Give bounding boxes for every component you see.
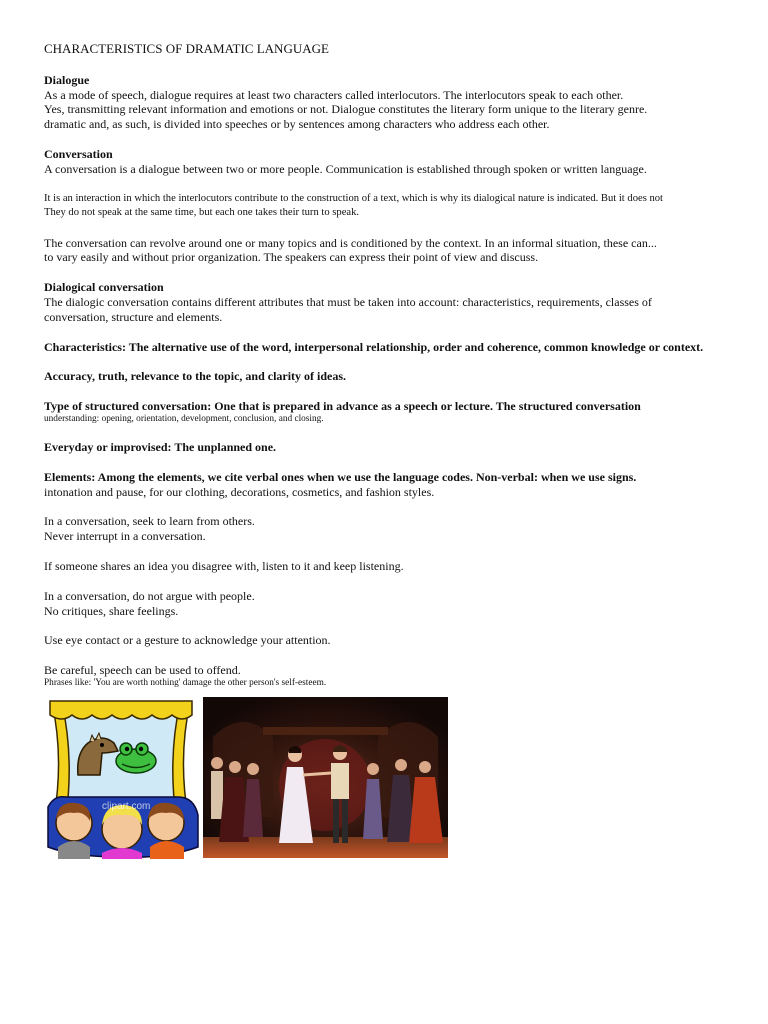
conversation-line: A conversation is a dialogue between two or more people. Communication is established through spoken or written language. [44, 161, 647, 176]
characteristics-line: Characteristics: The alternative use of the word, interpersonal relationship, order and coherence, common knowledge or context. [44, 339, 704, 354]
document-page [44, 42, 734, 689]
accuracy-section [44, 369, 734, 384]
elements-heading: Elements: Among the elements, we cite verbal ones when we use the language codes. Non-verbal: when we use signs. [44, 469, 637, 484]
dialogical-heading: Dialogical conversation [44, 280, 164, 295]
tip-line: Use eye contact or a gesture to acknowledge your attention. [44, 633, 331, 648]
phrases-line: Phrases like: 'You are worth nothing' damage the other person's self-esteem. [44, 677, 327, 688]
tip-line: If someone shares an idea you disagree with, listen to it and keep listening. [44, 558, 404, 573]
elements-section [44, 470, 734, 500]
tip-group [44, 559, 734, 574]
characteristics-section [44, 340, 734, 355]
dialogue-line: dramatic and, as such, is divided into speeches or by sentences among characters who address each other. [44, 117, 550, 132]
page-title: CHARACTERISTICS OF DRAMATIC LANGUAGE [44, 41, 329, 56]
everyday-section [44, 440, 734, 455]
conversation-heading: Conversation [44, 146, 113, 161]
tip-line: No critiques, share feelings. [44, 603, 179, 618]
dialogue-section [44, 73, 734, 132]
dialogue-heading: Dialogue [44, 72, 90, 87]
conversation-topics [44, 236, 734, 266]
topic-line: to vary easily and without prior organization. The speakers can express their point of view and discuss. [44, 250, 539, 265]
dialogue-line: As a mode of speech, dialogue requires at least two characters called interlocutors. The interlocutors speak to each other. [44, 87, 624, 102]
clipart-watermark: clipart.com [102, 801, 151, 812]
theatre-stage-photo [203, 697, 448, 858]
interaction-line: They do not speak at the same time, but each one takes their turn to speak. [44, 207, 360, 219]
structured-detail: understanding: opening, orientation, development, conclusion, and closing. [44, 413, 324, 424]
structured-section [44, 399, 734, 425]
dialogue-line: Yes, transmitting relevant information and emotions or not. Dialogue constitutes the literary form unique to the literary genre. [44, 102, 648, 117]
interaction-line: It is an interaction in which the interlocutors contribute to the construction of a text, which is why its dialogical nature is indicated. But it does not [44, 192, 664, 204]
tip-group [44, 633, 734, 648]
tip-line: In a conversation, do not argue with people. [44, 588, 255, 603]
figures [44, 697, 448, 859]
tip-group [44, 589, 734, 619]
elements-detail: intonation and pause, for our clothing, decorations, cosmetics, and fashion styles. [44, 484, 435, 499]
structured-heading: Type of structured conversation: One that is prepared in advance as a speech or lecture. The structured conversation [44, 399, 641, 414]
conversation-interaction [44, 192, 734, 221]
tip-group [44, 514, 734, 544]
everyday-line: Everyday or improvised: The unplanned one. [44, 439, 277, 454]
careful-line: Be careful, speech can be used to offend. [44, 663, 241, 678]
conversation-section [44, 147, 734, 177]
tip-line: Never interrupt in a conversation. [44, 529, 206, 544]
tip-line: In a conversation, seek to learn from others. [44, 514, 255, 529]
puppet-show-illustration [44, 697, 199, 859]
dialogical-line: The dialogic conversation contains different attributes that must be taken into account: characteristics, requirements, classes of [44, 294, 652, 309]
dialogical-line: conversation, structure and elements. [44, 309, 223, 324]
dialogical-section [44, 280, 734, 324]
accuracy-line: Accuracy, truth, relevance to the topic, and clarity of ideas. [44, 369, 347, 384]
careful-section [44, 663, 734, 689]
topic-line: The conversation can revolve around one or many topics and is conditioned by the context. In an informal situation, these can... [44, 235, 657, 250]
